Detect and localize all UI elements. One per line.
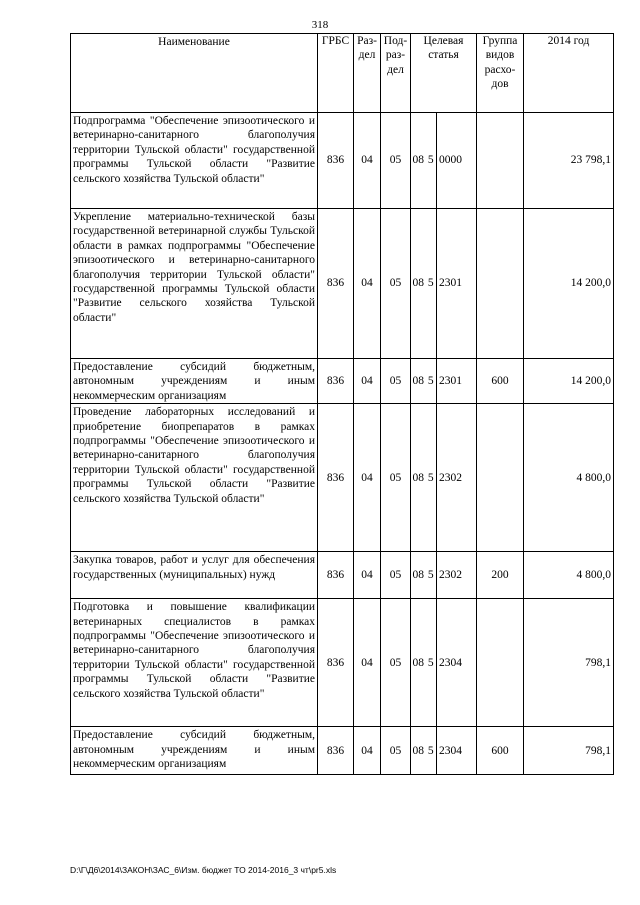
row-name: Предоставление субсидий бюджетным, автономным учреждениям и иным некоммерческим организациям <box>71 727 318 775</box>
table-row <box>71 404 614 552</box>
row-target-program: 08 <box>411 552 426 599</box>
row-target-direction: 2304 <box>437 727 477 775</box>
row-group <box>477 209 524 359</box>
row-name: Предоставление субсидий бюджетным, автономным учреждениям и иным некоммерческим организациям <box>71 359 318 404</box>
row-target-direction: 2302 <box>437 552 477 599</box>
row-amount: 4 800,0 <box>524 404 614 552</box>
row-target-subprogram: 5 <box>426 552 437 599</box>
row-target-subprogram: 5 <box>426 113 437 209</box>
row-group: 200 <box>477 552 524 599</box>
header-name: Наименование <box>71 34 318 113</box>
row-target-program: 08 <box>411 404 426 552</box>
row-grbs: 836 <box>318 209 354 359</box>
row-amount: 798,1 <box>524 727 614 775</box>
table-row <box>71 599 614 727</box>
row-podrazdel: 05 <box>381 359 411 404</box>
row-name: Подпрограмма "Обеспечение эпизоотического и ветеринарно-санитарного благополучия территории Тульской области" государственной программы Тульской области "Развитие сельского хозяйства Тульской области" <box>71 113 318 209</box>
row-razdel: 04 <box>354 359 381 404</box>
row-target-program: 08 <box>411 727 426 775</box>
row-target-direction: 0000 <box>437 113 477 209</box>
row-target-subprogram: 5 <box>426 727 437 775</box>
row-podrazdel: 05 <box>381 599 411 727</box>
row-amount: 798,1 <box>524 599 614 727</box>
row-name: Укрепление материально-технической базы государственной ветеринарной службы Тульской области в рамках подпрограммы "Обеспечение эпизоотического и ветеринарно-санитарного благополучия территории Тульской области" государственной программы Тульской области "Развитие сельского хозяйства Тульской области" <box>71 209 318 359</box>
row-target-direction: 2301 <box>437 359 477 404</box>
header-grbs: ГРБС <box>318 34 354 113</box>
row-razdel: 04 <box>354 113 381 209</box>
page-number: 318 <box>311 19 329 31</box>
row-group: 600 <box>477 359 524 404</box>
row-podrazdel: 05 <box>381 113 411 209</box>
row-grbs: 836 <box>318 727 354 775</box>
row-group <box>477 404 524 552</box>
row-target-direction: 2304 <box>437 599 477 727</box>
row-razdel: 04 <box>354 552 381 599</box>
row-group <box>477 599 524 727</box>
row-target-subprogram: 5 <box>426 359 437 404</box>
row-group <box>477 113 524 209</box>
row-grbs: 836 <box>318 113 354 209</box>
header-target: Целевая статья <box>411 34 477 113</box>
header-group: Группа видов расхо- дов <box>477 34 524 113</box>
row-razdel: 04 <box>354 209 381 359</box>
row-podrazdel: 05 <box>381 727 411 775</box>
row-name: Закупка товаров, работ и услуг для обеспечения государственных (муниципальных) нужд <box>71 552 318 599</box>
header-razdel: Раз- дел <box>354 34 381 113</box>
row-name: Подготовка и повышение квалификации ветеринарных специалистов в рамках подпрограммы "Обеспечение эпизоотического и ветеринарно-санитарного благополучия территории Тульской области" государственной программы Тульской области "Развитие сельского хозяйства Тульской области" <box>71 599 318 727</box>
row-podrazdel: 05 <box>381 209 411 359</box>
row-target-subprogram: 5 <box>426 209 437 359</box>
header-year: 2014 год <box>524 34 614 113</box>
row-name: Проведение лабораторных исследований и приобретение биопрепаратов в рамках подпрограммы "Обеспечение эпизоотического и ветеринарно-санитарного благополучия территории Тульской области" государственной программы Тульской области "Развитие сельского хозяйства Тульской области" <box>71 404 318 552</box>
row-podrazdel: 05 <box>381 404 411 552</box>
row-amount: 4 800,0 <box>524 552 614 599</box>
row-target-direction: 2302 <box>437 404 477 552</box>
row-amount: 14 200,0 <box>524 209 614 359</box>
file-path-footer: D:\Г\Д6\2014\ЗАКОН\ЗАС_6\Изм. бюджет ТО 2014-2016_3 чт\pr5.xls <box>70 865 337 875</box>
budget-table <box>70 33 614 775</box>
table-row <box>71 727 614 775</box>
row-podrazdel: 05 <box>381 552 411 599</box>
row-grbs: 836 <box>318 404 354 552</box>
row-amount: 23 798,1 <box>524 113 614 209</box>
table-row <box>71 113 614 209</box>
row-target-subprogram: 5 <box>426 404 437 552</box>
row-target-subprogram: 5 <box>426 599 437 727</box>
row-razdel: 04 <box>354 404 381 552</box>
row-grbs: 836 <box>318 599 354 727</box>
row-group: 600 <box>477 727 524 775</box>
row-target-program: 08 <box>411 113 426 209</box>
table-row <box>71 209 614 359</box>
row-target-program: 08 <box>411 599 426 727</box>
row-grbs: 836 <box>318 359 354 404</box>
table-row <box>71 359 614 404</box>
row-razdel: 04 <box>354 599 381 727</box>
row-target-program: 08 <box>411 359 426 404</box>
row-amount: 14 200,0 <box>524 359 614 404</box>
header-podrazdel: Под- раз- дел <box>381 34 411 113</box>
table-row <box>71 552 614 599</box>
row-target-program: 08 <box>411 209 426 359</box>
row-target-direction: 2301 <box>437 209 477 359</box>
row-grbs: 836 <box>318 552 354 599</box>
row-razdel: 04 <box>354 727 381 775</box>
table-header-row <box>71 34 614 113</box>
